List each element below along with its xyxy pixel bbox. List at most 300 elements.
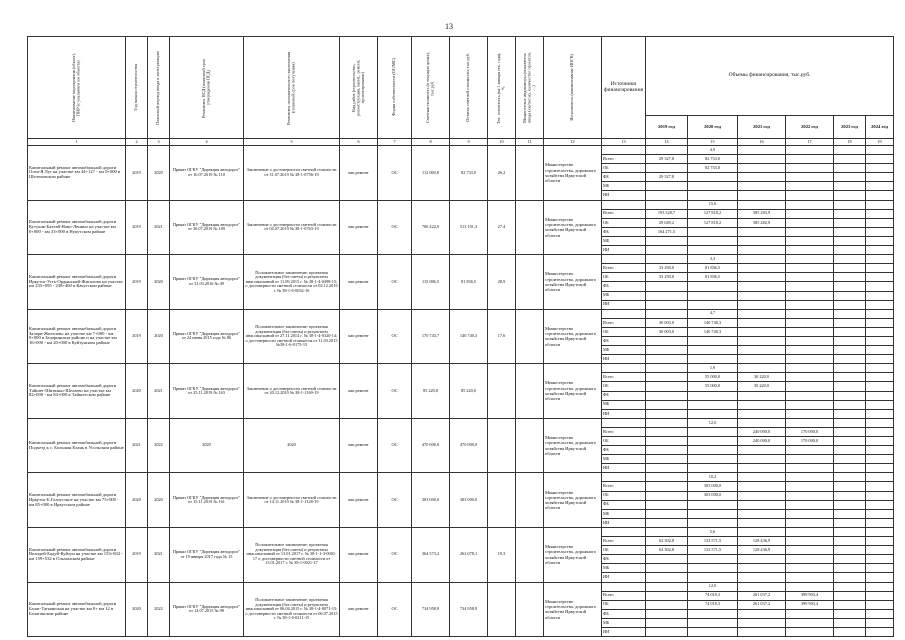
funding-value [866,182,894,191]
funding-value [786,182,834,191]
funding-source: ИИ [602,518,646,527]
indicator-value: 12,0 [688,582,738,591]
funding-value: 29 327,8 [646,173,688,182]
value-cell [786,309,834,318]
header-col1: Наименование мероприятия (объект), ПИР (с указанием км объекта) [28,37,126,139]
executor: Министерство строительства, дорожного хозяйства Иркутской области [544,418,602,473]
funding-value [866,491,894,500]
funding-value [834,327,866,336]
value-cell [786,364,834,373]
funding-value: 74 018,3 [688,591,738,600]
funding-value [834,555,866,564]
funding-value [688,400,738,409]
funding-value [688,346,738,355]
conclusion-details: Заключение о достоверности сметной стоимости от 04.07.2019 № 38-1-0763-19 [244,200,340,255]
funding-value [866,400,894,409]
funding-source: ИИ [602,246,646,255]
funding-source: ОБ [602,273,646,282]
header-row [28,37,894,116]
value-cell [646,527,688,536]
funding-source: ФБ [602,555,646,564]
indicator-value: 5,6 [688,527,738,536]
funding-value [738,273,786,282]
value-cell [646,146,688,155]
funding-value [738,264,786,273]
value-cell [786,255,834,264]
funding-value [866,318,894,327]
funding-value [786,618,834,627]
value-cell [738,200,786,209]
funding-value [646,500,688,509]
funding-value [786,264,834,273]
conclusion-details: Положительное заключение: проектная документация (без сметы) и результаты инж.изысканий от 06.04.2015 г. № 38-1-4-0071-15; о достоверности сметной стоимости от 06.07.2015 г. № 38-1-6-0211-15 [244,582,340,637]
value-cell [786,473,834,482]
funding-value [834,155,866,164]
funding-value: 240 000,0 [738,437,786,446]
header-col10: Тех. готовность (на 1 января тек. года), % [488,37,516,139]
funding-value [866,600,894,609]
readiness-percent: 19,3 [488,527,516,582]
funding-value [866,236,894,245]
value-cell [866,364,894,373]
funding-source: МБ [602,509,646,518]
value-cell [834,582,866,591]
funding-value [834,564,866,573]
funding-source: ОБ [602,437,646,446]
column-number: 15 [688,139,738,146]
funding-value [738,182,786,191]
column-number: 19 [866,139,894,146]
funding-value [738,609,786,618]
funding-value [866,373,894,382]
funding-value: 133 571,5 [688,537,738,546]
value-cell [646,418,688,427]
value-cell [866,255,894,264]
header-funding: Объемы финансирования, тыс.руб. [646,37,894,116]
funding-value: 261 037,2 [738,591,786,600]
funding-value [786,382,834,391]
funding-value: 82 733,0 [688,155,738,164]
funding-value: 29 049,2 [646,218,688,227]
funding-value [688,573,738,582]
funding-value [688,246,738,255]
end-year: 2020 [148,473,170,528]
funding-value [646,246,688,255]
funding-value: 128 436,9 [738,537,786,546]
funding-value [688,455,738,464]
funding-value [646,291,688,300]
value-cell [738,146,786,155]
readiness-percent [488,473,516,528]
funding-value [688,500,738,509]
funding-value [646,600,688,609]
value-cell [738,473,786,482]
funding-value [688,391,738,400]
object-name: Капитальный ремонт автомобильной дороги Велидей-Бадуй-Куйтун на участке км 153+832 - км 159+532 в Ольхонском районе [28,527,126,582]
psd-details: Приказ ОГКУ "Дирекция автодорог" от 14.07.2015 № 98 [170,582,244,637]
funding-value: 193 320,7 [646,209,688,218]
funding-value [834,537,866,546]
column-number: 14 [646,139,688,146]
value-cell [786,527,834,536]
column-number: 17 [786,139,834,146]
object-name: Капитальный ремонт автомобильной дороги Балаг-Тагнинская на участке км 0+ км 12 в Балаганском районе [28,582,126,637]
funding-value [786,400,834,409]
funding-value: 303 000,0 [688,491,738,500]
funding-value [738,618,786,627]
funding-value: 399 903,4 [786,591,834,600]
column-number: 6 [340,139,378,146]
funding-value [738,409,786,418]
value-cell [834,527,866,536]
indicator-value: 3,3 [688,255,738,264]
funding-value [834,509,866,518]
object-row [28,582,894,591]
funding-value: 170 000,0 [786,427,834,436]
funding-value [786,491,834,500]
funding-value [688,355,738,364]
funding-source: ИИ [602,573,646,582]
funding-value [866,537,894,546]
start-year: 2020 [126,473,148,528]
work-type: кап.ремонт [340,418,378,473]
funding-value [738,155,786,164]
object-row [28,200,894,209]
value-cell [646,364,688,373]
header-col2: Год начала строительства [126,37,148,139]
funding-value [646,618,688,627]
funding-value [834,591,866,600]
estimated-cost: 364 573,2 [412,527,450,582]
column-number: 10 [488,139,516,146]
funding-value [834,600,866,609]
funding-value [834,391,866,400]
funding-value [866,336,894,345]
funding-value: 240 000,0 [738,427,786,436]
value-cell [786,418,834,427]
value-cell [834,146,866,155]
funding-value: 33 250,0 [646,273,688,282]
object-name: Капитальный ремонт автомобильной дороги Залари-Жигалово на участке км 7+000 - км 9+000 в Заларинском районе и на участке км 16+000 - км 20+000 в Куйтунском районе [28,309,126,364]
funding-value [738,518,786,527]
executor: Министерство строительства, дорожного хозяйства Иркутской области [544,200,602,255]
funding-value [786,355,834,364]
funding-value [866,482,894,491]
funding-source: МБ [602,618,646,627]
column-number: 3 [148,139,170,146]
funding-value [646,336,688,345]
funding-value [688,464,738,473]
funding-value [866,391,894,400]
value-cell [866,418,894,427]
funding-value [688,509,738,518]
funding-value [866,464,894,473]
funding-source: МБ [602,236,646,245]
funding-source: ФБ [602,173,646,182]
readiness-percent: 17,6 [488,309,516,364]
capacity-indicator-cell [516,255,544,310]
funding-value: 261 037,2 [738,600,786,609]
funding-value [646,373,688,382]
capacity-indicator-cell [516,364,544,419]
funding-value [834,336,866,345]
funding-value [866,627,894,636]
source-blank [602,255,646,264]
value-cell [834,309,866,318]
ownership-form: ОС [378,364,412,419]
header-col5: Реквизиты положительного заключения (плановый срок получения) [244,37,340,139]
funding-value [688,427,738,436]
funding-source: Всего [602,209,646,218]
header-year: 2023 год [834,116,866,139]
funding-value: 30 220,0 [738,373,786,382]
funding-value [866,300,894,309]
funding-source: ОБ [602,327,646,336]
funding-value [834,446,866,455]
conclusion-details: Положительное заключение: проектная документация (без сметы) и результаты инж.изысканий от 27.11.2014 г. № 38-1-4-0320-14; о достоверности сметной стоимости от 11.03.2015 №38-1-6-0175-15 [244,309,340,364]
funding-value [646,191,688,200]
funding-value [738,573,786,582]
funding-value [866,273,894,282]
funding-value [866,173,894,182]
start-year: 2019 [126,200,148,255]
funding-value: 127 818,2 [688,218,738,227]
funding-source: ИИ [602,300,646,309]
funding-value [786,291,834,300]
funding-value [646,518,688,527]
header-col13: Источники финансирования [602,37,646,139]
funding-value [834,236,866,245]
funding-value [688,446,738,455]
capacity-indicator-cell [516,309,544,364]
funding-value [738,236,786,245]
funding-value [866,409,894,418]
funding-value [786,300,834,309]
funding-source: ФБ [602,336,646,345]
object-row [28,309,894,318]
funding-source: Всего [602,537,646,546]
funding-value [866,455,894,464]
funding-value: 128 436,9 [738,546,786,555]
readiness-percent: 26,2 [488,146,516,201]
funding-value [786,373,834,382]
funding-value [866,609,894,618]
end-year: 2020 [148,309,170,364]
funding-value [738,355,786,364]
funding-value [786,518,834,527]
funding-value [834,627,866,636]
funding-source: Всего [602,155,646,164]
end-year: 2022 [148,418,170,473]
object-row [28,255,894,264]
remaining-cost: 734 958,9 [450,582,488,637]
funding-value [786,273,834,282]
funding-value [866,264,894,273]
object-name: Капитальный ремонт автомобильной дороги Тайшет-Шиткино-Шелаево на участке км 82+000 - км 84+000 в Тайшетском районе [28,364,126,419]
start-year: 2019 [126,255,148,310]
column-number: 16 [738,139,786,146]
funding-value: 81 836,5 [688,273,738,282]
funding-value [738,500,786,509]
column-number: 13 [602,139,646,146]
remaining-cost: 82 733,0 [450,146,488,201]
readiness-percent: 28,9 [488,255,516,310]
header-year: 2022 год [786,116,834,139]
funding-table [27,36,894,637]
remaining-cost: 303 000,0 [450,473,488,528]
funding-value [866,555,894,564]
funding-value [786,609,834,618]
executor: Министерство строительства, дорожного хозяйства Иркутской области [544,473,602,528]
indicator-value: 15,6 [688,200,738,209]
value-cell [738,418,786,427]
funding-source: ФБ [602,446,646,455]
funding-value [866,218,894,227]
funding-value [866,327,894,336]
funding-value [688,336,738,345]
funding-value [834,427,866,436]
funding-source: ОБ [602,491,646,500]
indicator-value: 12,0 [688,418,738,427]
conclusion-details: Заключение о достоверности сметной стоимости от 31.07.2019 № 38-1-0756-19 [244,146,340,201]
source-blank [602,364,646,373]
indicator-value: 4,7 [688,309,738,318]
funding-source: МБ [602,182,646,191]
remaining-cost: 81 836,5 [450,255,488,310]
funding-value [866,346,894,355]
page-number: 13 [445,22,453,31]
remaining-cost: 513 101,3 [450,200,488,255]
funding-value [786,209,834,218]
funding-value [738,482,786,491]
value-cell [738,255,786,264]
funding-value [786,555,834,564]
work-type: кап.ремонт [340,582,378,637]
funding-value [646,427,688,436]
funding-value: 29 327,8 [646,155,688,164]
funding-value [834,164,866,173]
funding-value [866,573,894,582]
source-blank [602,418,646,427]
funding-value [688,191,738,200]
funding-value [738,318,786,327]
header-year: 2020 год [688,116,738,139]
source-blank [602,146,646,155]
funding-value [688,182,738,191]
funding-value: 385 283,9 [738,209,786,218]
start-year: 2020 [126,364,148,419]
psd-details: Приказ ОГКУ "Дирекция автодорог" от 31.03.2016 № 49 [170,255,244,310]
capacity-indicator-cell [516,527,544,582]
funding-value [646,555,688,564]
funding-source: ФБ [602,391,646,400]
psd-details: Приказ ОГКУ "Дирекция автодорог" от 24 июня 2015 года № 86 [170,309,244,364]
psd-details: Приказ ОГКУ "Дирекция автодорог" от 16.07.2019 № 110 [170,146,244,201]
funding-source: ОБ [602,164,646,173]
funding-value: 140 740,3 [688,318,738,327]
funding-value [738,564,786,573]
funding-value [834,518,866,527]
object-name: Капитальный ремонт автомобильной дороги Иркутск-Б.Голоустное на участке км 75+000 - км 85+000 в Иркутском районе [28,473,126,528]
funding-value: 55 000,0 [688,382,738,391]
funding-value [738,400,786,409]
funding-value [646,400,688,409]
work-type: кап.ремонт [340,473,378,528]
funding-value [738,491,786,500]
funding-value: 127 818,2 [688,209,738,218]
funding-value [786,155,834,164]
funding-value [834,437,866,446]
funding-value [738,300,786,309]
value-cell [834,200,866,209]
funding-value [646,491,688,500]
value-cell [834,255,866,264]
estimated-cost: 115 086,5 [412,255,450,310]
funding-source: ИИ [602,191,646,200]
funding-value: 55 000,0 [688,373,738,382]
funding-value [786,318,834,327]
funding-source: Всего [602,264,646,273]
column-number: 8 [412,139,450,146]
ownership-form: ОС [378,473,412,528]
funding-value [786,537,834,546]
funding-source: Всего [602,318,646,327]
funding-value [738,327,786,336]
funding-value [688,409,738,418]
ownership-form: ОС [378,255,412,310]
funding-source: Всего [602,427,646,436]
funding-value: 399 903,4 [786,600,834,609]
funding-value [646,573,688,582]
header-col8: Сметная стоимость (в текущих ценах), тыс.руб. [412,37,450,139]
header-col11: Мощностные индикаторы (показатель ввода (км/пог.м), количество проектов, …) [516,37,544,139]
funding-value [866,191,894,200]
funding-value [834,264,866,273]
funding-value [738,346,786,355]
funding-value [738,446,786,455]
value-cell [646,200,688,209]
executor: Министерство строительства, дорожного хозяйства Иркутской области [544,582,602,637]
object-name: Капитальный ремонт автомобильной дороги Подъезд к с. Большая Елань в Усольском районе [28,418,126,473]
funding-source: ФБ [602,500,646,509]
funding-value: 140 740,3 [688,327,738,336]
funding-value [834,227,866,236]
estimated-cost: 170 743,7 [412,309,450,364]
funding-value [738,627,786,636]
funding-value [866,155,894,164]
funding-source: ОБ [602,546,646,555]
funding-value [834,191,866,200]
funding-value [786,482,834,491]
capacity-indicator-cell [516,473,544,528]
funding-value [786,573,834,582]
funding-value [866,500,894,509]
funding-value [834,246,866,255]
funding-value [834,491,866,500]
funding-value [688,236,738,245]
funding-value [834,609,866,618]
readiness-percent [488,364,516,419]
column-number-row [28,139,894,146]
funding-value [866,427,894,436]
estimated-cost: 734 958,9 [412,582,450,637]
funding-value [866,209,894,218]
funding-value [688,618,738,627]
funding-value [866,446,894,455]
executor: Министерство строительства, дорожного хозяйства Иркутской области [544,527,602,582]
funding-value [786,282,834,291]
psd-details: 2020 [170,418,244,473]
